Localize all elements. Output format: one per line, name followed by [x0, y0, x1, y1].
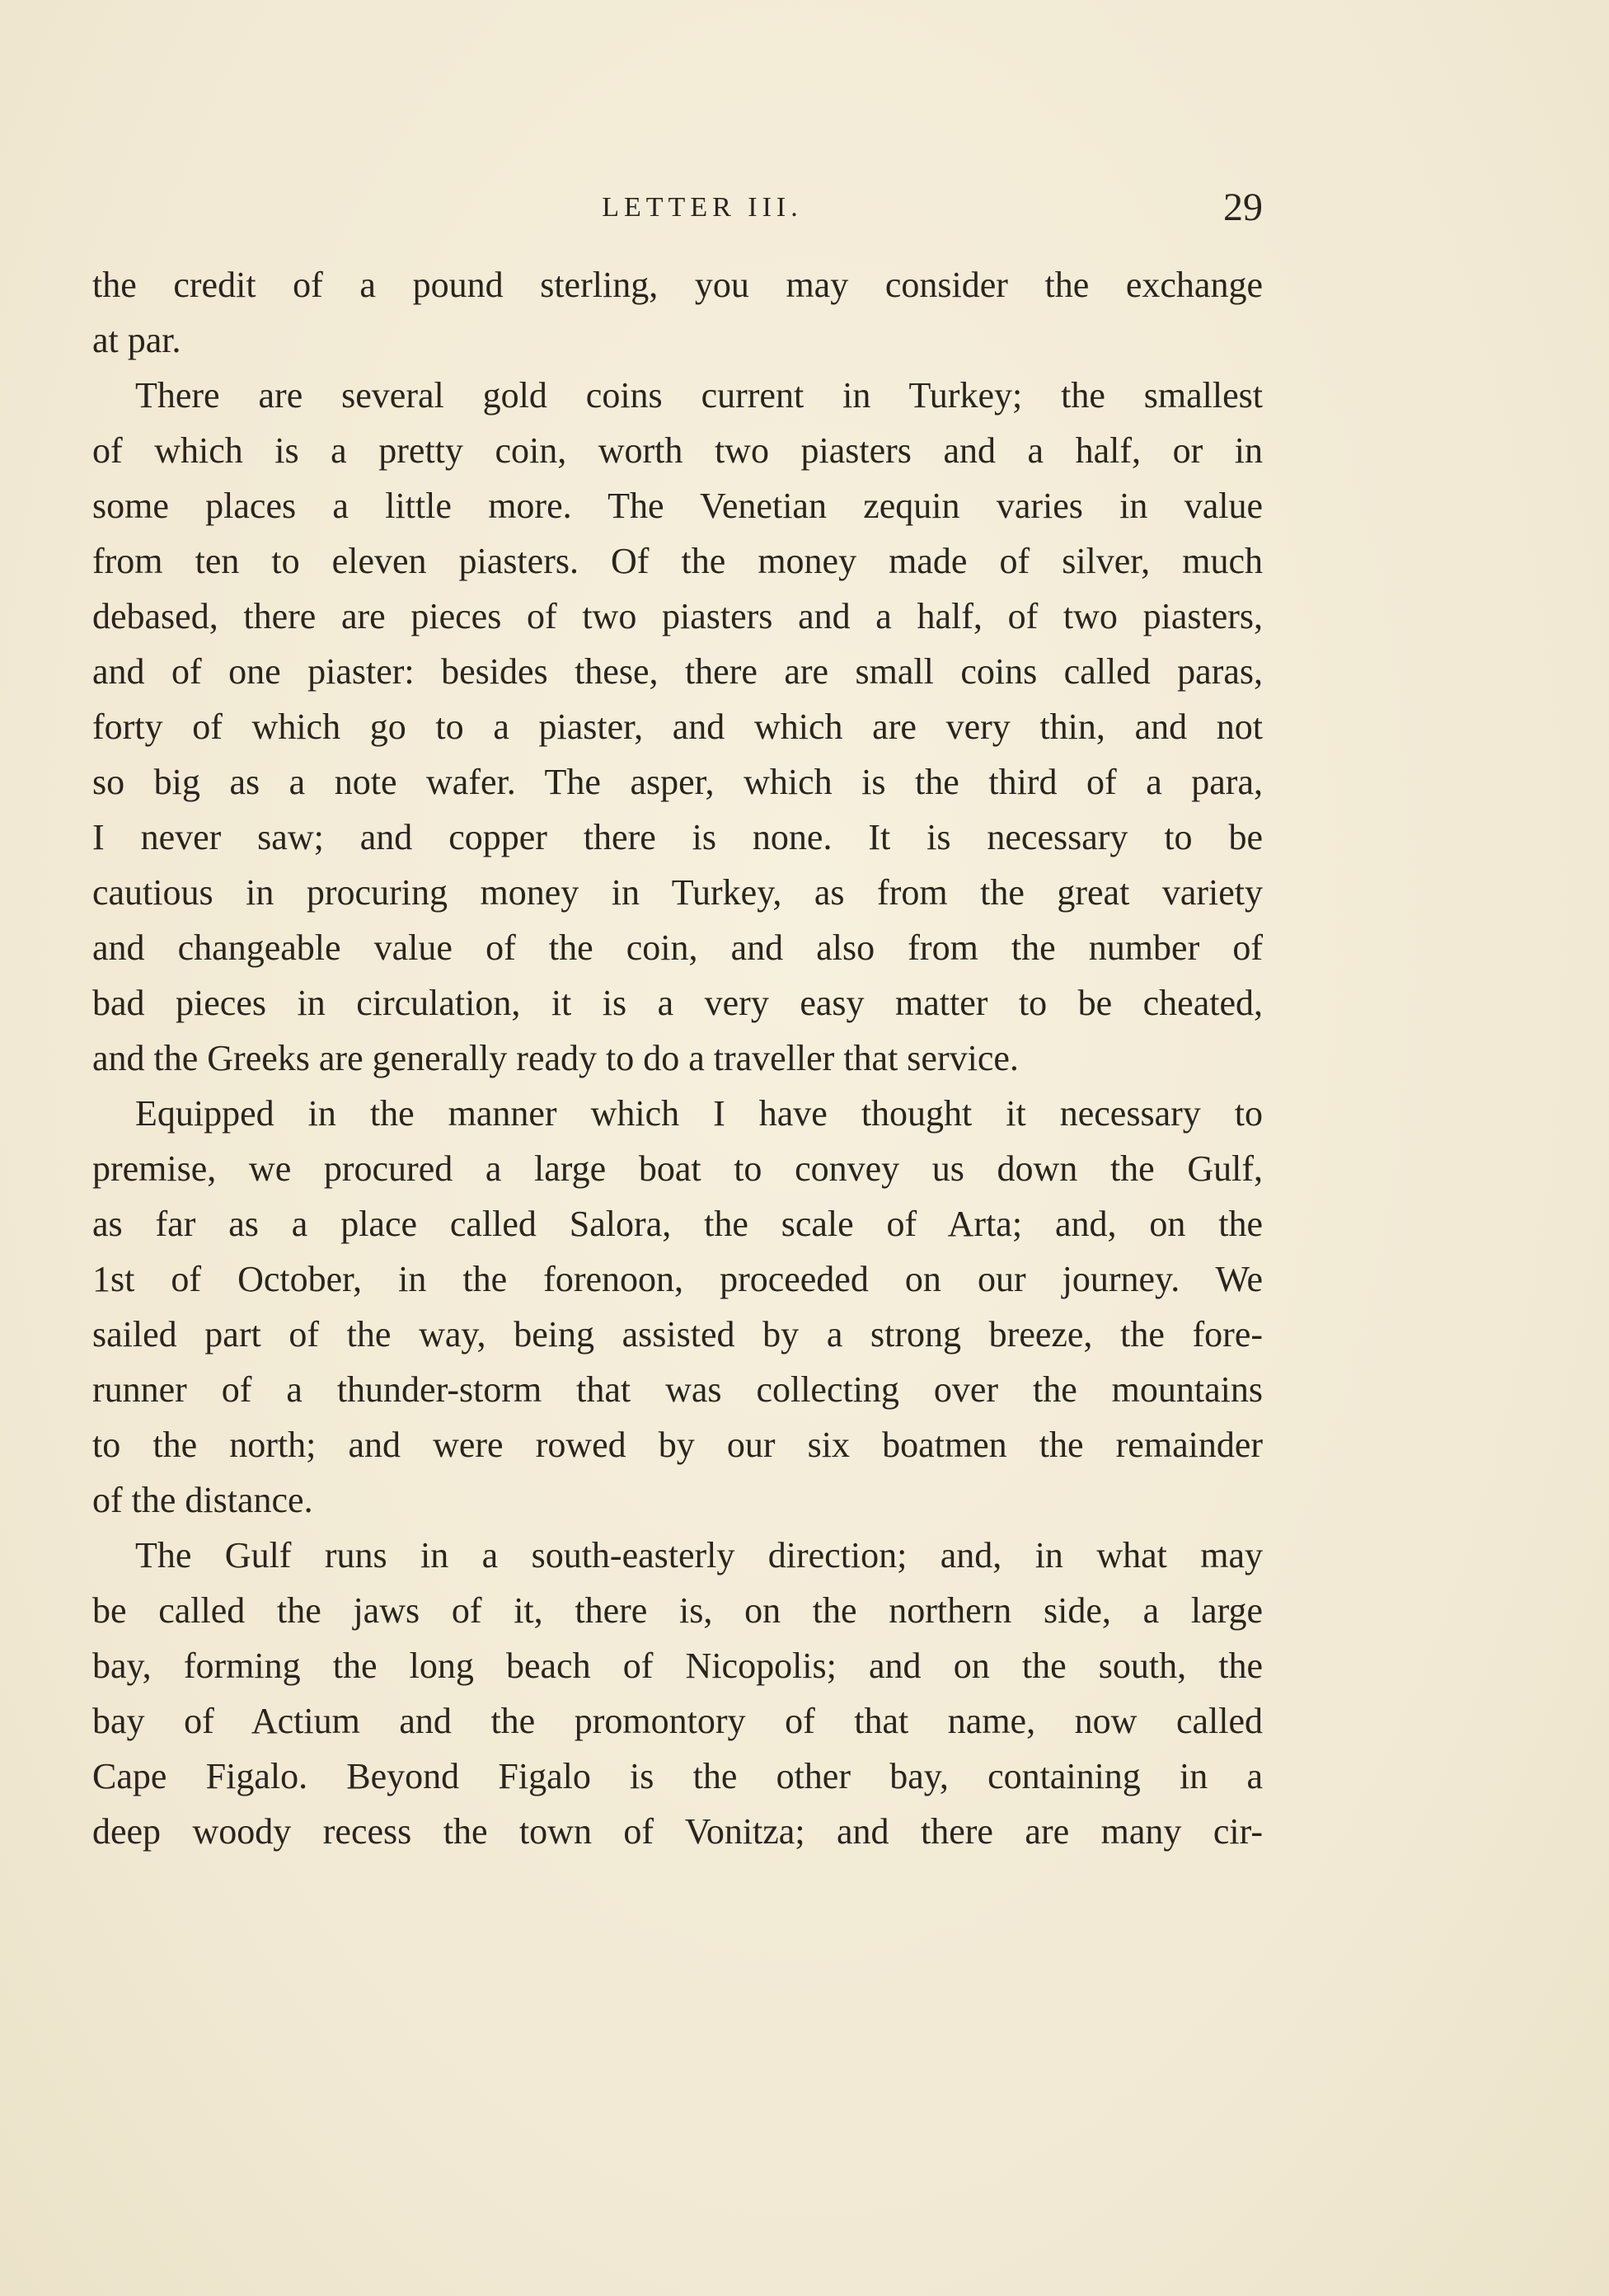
- text-line: There are several gold coins current in Turkey; the smallest: [135, 375, 1263, 416]
- text-line: as far as a place called Salora, the scale of Arta; and, on the: [92, 1204, 1263, 1244]
- text-line: I never saw; and copper there is none. It is necessary to be: [92, 817, 1263, 857]
- text-line: from ten to eleven piasters. Of the money made of silver, much: [92, 541, 1263, 581]
- text-line: cautious in procuring money in Turkey, as from the great variety: [92, 872, 1263, 913]
- text-line: some places a little more. The Venetian zequin varies in value: [92, 486, 1263, 526]
- text-line: bad pieces in circulation, it is a very easy matter to be cheated,: [92, 983, 1263, 1023]
- text-line: runner of a thunder-storm that was collecting over the mountains: [92, 1369, 1263, 1410]
- text-line: of which is a pretty coin, worth two piasters and a half, or in: [92, 430, 1263, 471]
- text-line: and changeable value of the coin, and also from the number of: [92, 927, 1263, 968]
- body-text: [92, 257, 1263, 1859]
- text-line: debased, there are pieces of two piasters and a half, of two piasters,: [92, 596, 1263, 636]
- text-line: The Gulf runs in a south-easterly direction; and, in what may: [135, 1535, 1263, 1575]
- text-line: of the distance.: [92, 1480, 313, 1520]
- text-line: Equipped in the manner which I have thought it necessary to: [135, 1093, 1263, 1134]
- text-line: 1st of October, in the forenoon, proceeded on our journey. We: [92, 1259, 1263, 1299]
- text-line: be called the jaws of it, there is, on the northern side, a large: [92, 1590, 1263, 1631]
- text-line: forty of which go to a piaster, and which are very thin, and not: [92, 707, 1263, 747]
- text-line: Cape Figalo. Beyond Figalo is the other bay, containing in a: [92, 1756, 1263, 1796]
- text-line: and of one piaster: besides these, there are small coins called paras,: [92, 651, 1263, 692]
- text-line: bay of Actium and the promontory of that name, now called: [92, 1701, 1263, 1741]
- text-line: so big as a note wafer. The asper, which is the third of a para,: [92, 762, 1263, 802]
- page-header: [92, 183, 1263, 232]
- text-line: deep woody recess the town of Vonitza; and there are many cir-: [92, 1811, 1263, 1852]
- running-head: LETTER III.: [602, 192, 803, 223]
- text-line: at par.: [92, 320, 181, 360]
- text-line: sailed part of the way, being assisted by a strong breeze, the fore-: [92, 1314, 1263, 1355]
- text-line: premise, we procured a large boat to convey us down the Gulf,: [92, 1148, 1263, 1189]
- text-line: the credit of a pound sterling, you may consider the exchange: [92, 265, 1263, 305]
- page-number: 29: [1223, 185, 1263, 229]
- text-line: bay, forming the long beach of Nicopolis; and on the south, the: [92, 1646, 1263, 1686]
- text-line: to the north; and were rowed by our six boatmen the remainder: [92, 1425, 1263, 1465]
- text-line: and the Greeks are generally ready to do a traveller that service.: [92, 1038, 1019, 1078]
